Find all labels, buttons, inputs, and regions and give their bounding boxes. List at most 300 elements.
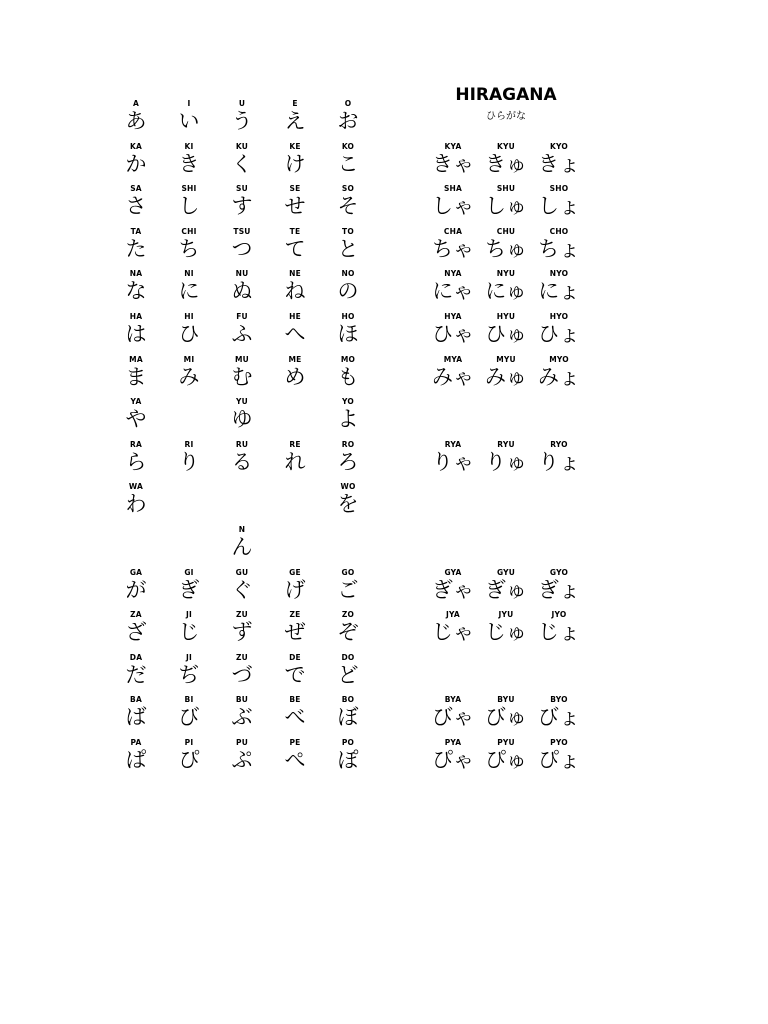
kana-character: ちょ [538,236,580,261]
kana-character: ちゃ [432,236,474,261]
romaji-label: NYU [496,269,516,279]
basic-cell-a [106,99,166,141]
kana-character: ぜ [284,620,306,645]
romaji-label: JYO [551,610,567,620]
basic-cell-ya [106,397,166,439]
romaji-label: SO [341,184,355,194]
basic-cell-ka [106,142,166,184]
kana-character: ぴ [178,748,200,772]
basic-cell-mu [212,355,272,397]
chart-subtitle: ひらがな [486,111,526,122]
romaji-label: JI [186,652,192,662]
kana-character: ひゅ [485,322,527,346]
romaji-label: TO [342,226,354,236]
kana-character: く [231,151,253,176]
romaji-label: KYU [497,141,515,151]
romaji-label: HE [289,312,301,321]
kana-character: ぴょ [538,748,580,772]
romaji-label: NU [235,269,249,279]
basic-cell-n [212,525,272,567]
romaji-label: DA [129,652,143,662]
romaji-label: PI [184,738,194,747]
kana-character: ね [284,279,306,304]
kana-character: びゃ [432,705,474,730]
kana-character: せ [284,194,306,219]
romaji-label: RYA [444,439,462,449]
basic-cell-me [265,355,325,397]
romaji-label: I [187,99,191,108]
basic-cell-mo [318,355,378,397]
kana-character: ぢ [178,662,200,687]
romaji-label: ME [288,354,302,364]
romaji-label: MYU [496,354,516,364]
kana-character: は [125,322,147,346]
kana-character: ほ [337,322,359,346]
combo-cell-ryo [529,440,589,482]
basic-cell-ga [106,568,166,610]
basic-cell-za [106,610,166,652]
romaji-label: BO [341,695,355,705]
kana-character: よ [337,407,359,432]
kana-character: づ [231,662,253,687]
kana-character: で [284,662,306,687]
romaji-label: SHU [496,184,516,194]
basic-cell-be [265,695,325,737]
basic-cell-tsu [212,227,272,269]
romaji-label: WA [128,482,144,492]
basic-cell-zu [212,610,272,652]
kana-character: が [125,577,147,602]
basic-cell-se [265,184,325,226]
romaji-label: RI [184,439,194,449]
basic-cell-mi [159,355,219,397]
basic-cell-ze [265,610,325,652]
combo-cell-hyu [476,312,536,354]
romaji-label: MYA [443,354,463,364]
basic-cell-ba [106,695,166,737]
basic-cell-bu [212,695,272,737]
basic-cell-shi [159,184,219,226]
kana-character: ぱ [125,748,147,772]
kana-character: む [231,364,253,389]
kana-character: め [284,364,306,389]
kana-character: に [178,279,200,304]
kana-character: み [178,364,200,389]
basic-cell-chi [159,227,219,269]
combo-cell-gyo [529,568,589,610]
basic-cell-te [265,227,325,269]
romaji-label: KO [341,141,355,151]
basic-cell-u [212,99,272,141]
kana-character: ぐ [231,577,253,602]
kana-character: う [231,109,253,133]
romaji-label: GYA [444,567,462,577]
kana-character: こ [337,151,359,176]
romaji-label: WO [340,482,356,492]
kana-character: か [125,151,147,176]
combo-cell-hya [423,312,483,354]
romaji-label: KYA [444,141,462,151]
chart-title: HIRAGANA [455,85,557,105]
romaji-label: CHU [496,226,516,236]
romaji-label: YA [130,397,142,407]
basic-cell-wo [318,482,378,524]
kana-character: ぬ [231,279,253,304]
romaji-label: KU [235,141,249,151]
basic-cell-i [159,99,219,141]
romaji-label: NA [129,269,143,279]
kana-character: りょ [538,449,580,474]
kana-character: わ [125,492,147,517]
kana-character: ぎゃ [432,577,474,602]
romaji-label: ZA [130,610,142,620]
kana-character: ぷ [231,748,253,772]
romaji-label: U [238,99,246,108]
kana-character: て [284,236,306,261]
romaji-label: GI [184,567,194,577]
basic-cell-de [265,653,325,695]
basic-cell-ge [265,568,325,610]
combo-cell-ryu [476,440,536,482]
romaji-label: GA [129,567,143,577]
romaji-label: HO [341,312,355,321]
kana-character: ご [337,577,359,602]
basic-cell-o [318,99,378,141]
kana-character: ぼ [337,705,359,730]
basic-cell-gi [159,568,219,610]
combo-cell-kyo [529,142,589,184]
romaji-label: SHA [443,184,463,194]
combo-cell-gya [423,568,483,610]
kana-character: りゃ [432,449,474,474]
kana-character: り [178,449,200,474]
combo-cell-sho [529,184,589,226]
kana-character: つ [231,236,253,261]
combo-cell-kyu [476,142,536,184]
romaji-label: SE [289,184,301,194]
basic-cell-da [106,653,166,695]
romaji-label: BYA [444,695,462,705]
romaji-label: ZU [236,610,248,620]
combo-cell-cho [529,227,589,269]
romaji-label: PYO [550,738,568,747]
kana-character: も [337,364,359,389]
basic-cell-su [212,184,272,226]
romaji-label: SA [130,184,142,194]
romaji-label: NYA [444,269,462,279]
kana-character: ひ [178,322,200,346]
romaji-label: HYA [444,312,462,321]
romaji-label: ZU [236,652,248,662]
basic-cell-go [318,568,378,610]
romaji-label: MA [129,354,143,364]
kana-character: じょ [538,620,580,645]
basic-cell-ro [318,440,378,482]
basic-cell-to [318,227,378,269]
romaji-label: ZO [341,610,355,620]
combo-cell-cha [423,227,483,269]
kana-character: な [125,279,147,304]
romaji-label: CHI [181,226,197,236]
basic-cell-do [318,653,378,695]
combo-cell-pyu [476,738,536,780]
romaji-label: HYO [549,312,569,321]
kana-character: にゅ [485,279,527,304]
combo-cell-nya [423,269,483,311]
kana-character: き [178,151,200,176]
kana-character: ひょ [538,322,580,346]
basic-cell-ha [106,312,166,354]
romaji-label: DE [289,652,301,662]
combo-cell-bya [423,695,483,737]
kana-character: の [337,279,359,304]
romaji-label: TA [130,226,142,236]
combo-cell-nyu [476,269,536,311]
basic-cell-wa [106,482,166,524]
romaji-label: NI [184,269,194,279]
kana-character: じゃ [432,620,474,645]
kana-character: びょ [538,705,580,730]
kana-character: や [125,407,147,432]
romaji-label: JI [186,610,192,620]
romaji-label: GO [341,567,355,577]
basic-cell-zu [212,653,272,695]
kana-character: ぴゅ [485,748,527,772]
basic-cell-pe [265,738,325,780]
basic-cell-po [318,738,378,780]
kana-character: ず [231,620,253,645]
combo-cell-mya [423,355,483,397]
romaji-label: O [344,99,352,108]
kana-character: ちゅ [485,236,527,261]
romaji-label: TE [289,226,301,236]
kana-character: あ [125,109,147,133]
romaji-label: SHO [549,184,569,194]
basic-cell-so [318,184,378,226]
romaji-label: PYU [497,738,515,747]
combo-cell-nyo [529,269,589,311]
basic-cell-hi [159,312,219,354]
basic-cell-yu [212,397,272,439]
kana-character: け [284,151,306,176]
combo-cell-jya [423,610,483,652]
kana-character: ら [125,449,147,474]
romaji-label: CHA [443,226,463,236]
romaji-label: BU [235,695,249,705]
romaji-label: YO [342,397,354,407]
romaji-label: BA [130,695,142,705]
kana-character: ぞ [337,620,359,645]
kana-character: じ [178,620,200,645]
romaji-label: SU [236,184,248,194]
romaji-label: NO [341,269,355,279]
romaji-label: E [292,99,298,108]
kana-character: きゃ [432,151,474,176]
basic-cell-ru [212,440,272,482]
romaji-label: RU [235,439,249,449]
combo-cell-chu [476,227,536,269]
basic-cell-ni [159,269,219,311]
basic-cell-ho [318,312,378,354]
kana-character: ぎょ [538,577,580,602]
kana-character: ふ [231,322,253,346]
kana-character: ま [125,364,147,389]
kana-character: さ [125,194,147,219]
kana-character: ぺ [284,748,306,772]
basic-cell-pu [212,738,272,780]
kana-character: ぶ [231,705,253,730]
combo-cell-gyu [476,568,536,610]
kana-character: れ [284,449,306,474]
romaji-label: PA [130,738,142,747]
kana-character: い [178,109,200,133]
kana-character: ぴゃ [432,748,474,772]
kana-character: しょ [538,194,580,219]
combo-cell-jyu [476,610,536,652]
basic-cell-ma [106,355,166,397]
basic-cell-ji [159,610,219,652]
combo-cell-myo [529,355,589,397]
kana-character: お [337,109,359,133]
romaji-label: NYO [549,269,569,279]
kana-character: しゅ [485,194,527,219]
kana-character: きょ [538,151,580,176]
kana-character: び [178,705,200,730]
basic-cell-gu [212,568,272,610]
romaji-label: BE [289,695,301,705]
romaji-label: MO [340,354,356,364]
combo-cell-shu [476,184,536,226]
romaji-label: RA [130,439,142,449]
romaji-label: CHO [549,226,569,236]
romaji-label: PYA [444,738,462,747]
kana-character: りゅ [485,449,527,474]
kana-character: きゅ [485,151,527,176]
romaji-label: N [238,525,246,534]
kana-character: ぎ [178,577,200,602]
kana-character: べ [284,705,306,730]
romaji-label: MI [183,354,195,364]
romaji-label: GU [235,567,249,577]
romaji-label: KYO [550,141,568,151]
kana-character: ち [178,236,200,261]
kana-character: みゃ [432,364,474,389]
kana-character: だ [125,662,147,687]
basic-cell-ri [159,440,219,482]
basic-cell-bo [318,695,378,737]
basic-cell-yo [318,397,378,439]
combo-cell-hyo [529,312,589,354]
romaji-label: PE [289,738,301,747]
romaji-label: RYO [550,439,568,449]
kana-character: ゆ [231,407,253,432]
romaji-label: FU [236,312,248,321]
kana-character: ば [125,705,147,730]
basic-cell-re [265,440,325,482]
romaji-label: GE [289,567,301,577]
romaji-label: BI [184,695,194,705]
kana-character: ん [231,535,253,559]
kana-character: みょ [538,364,580,389]
basic-cell-ne [265,269,325,311]
combo-cell-jyo [529,610,589,652]
romaji-label: PO [341,738,355,747]
combo-cell-kya [423,142,483,184]
romaji-label: PU [236,738,248,747]
romaji-label: RO [341,439,355,449]
basic-cell-nu [212,269,272,311]
romaji-label: JYA [446,610,460,620]
basic-cell-no [318,269,378,311]
basic-cell-sa [106,184,166,226]
kana-character: そ [337,194,359,219]
combo-cell-rya [423,440,483,482]
kana-character: にょ [538,279,580,304]
basic-cell-pi [159,738,219,780]
kana-character: し [178,194,200,219]
kana-character: を [337,492,359,517]
kana-character: しゃ [432,194,474,219]
basic-cell-ta [106,227,166,269]
kana-character: へ [284,322,306,346]
basic-cell-ke [265,142,325,184]
romaji-label: KI [184,141,194,151]
romaji-label: MU [235,354,249,364]
basic-cell-pa [106,738,166,780]
kana-character: ぎゅ [485,577,527,602]
kana-character: た [125,236,147,261]
romaji-label: YU [236,397,248,407]
romaji-label: MYO [549,354,569,364]
kana-character: ざ [125,620,147,645]
basic-cell-zo [318,610,378,652]
kana-character: す [231,194,253,219]
romaji-label: ZE [289,610,301,620]
romaji-label: JYU [498,610,514,620]
basic-cell-ki [159,142,219,184]
kana-character: にゃ [432,279,474,304]
romaji-label: RYU [497,439,515,449]
kana-character: る [231,449,253,474]
kana-character: びゅ [485,705,527,730]
romaji-label: HI [184,312,194,321]
romaji-label: HYU [496,312,516,321]
romaji-label: BYO [550,695,568,705]
kana-character: え [284,109,306,133]
basic-cell-fu [212,312,272,354]
basic-cell-na [106,269,166,311]
combo-cell-myu [476,355,536,397]
romaji-label: HA [129,312,143,321]
romaji-label: RE [289,439,301,449]
basic-cell-bi [159,695,219,737]
kana-character: と [337,236,359,261]
combo-cell-pyo [529,738,589,780]
romaji-label: TSU [233,226,251,236]
basic-cell-ji [159,653,219,695]
romaji-label: KA [129,141,143,151]
romaji-label: DO [341,652,355,662]
combo-cell-byo [529,695,589,737]
romaji-label: A [132,99,139,108]
kana-character: げ [284,577,306,602]
basic-cell-ko [318,142,378,184]
romaji-label: GYO [549,567,569,577]
romaji-label: BYU [497,695,515,705]
basic-cell-ra [106,440,166,482]
basic-cell-ku [212,142,272,184]
romaji-label: GYU [496,567,516,577]
